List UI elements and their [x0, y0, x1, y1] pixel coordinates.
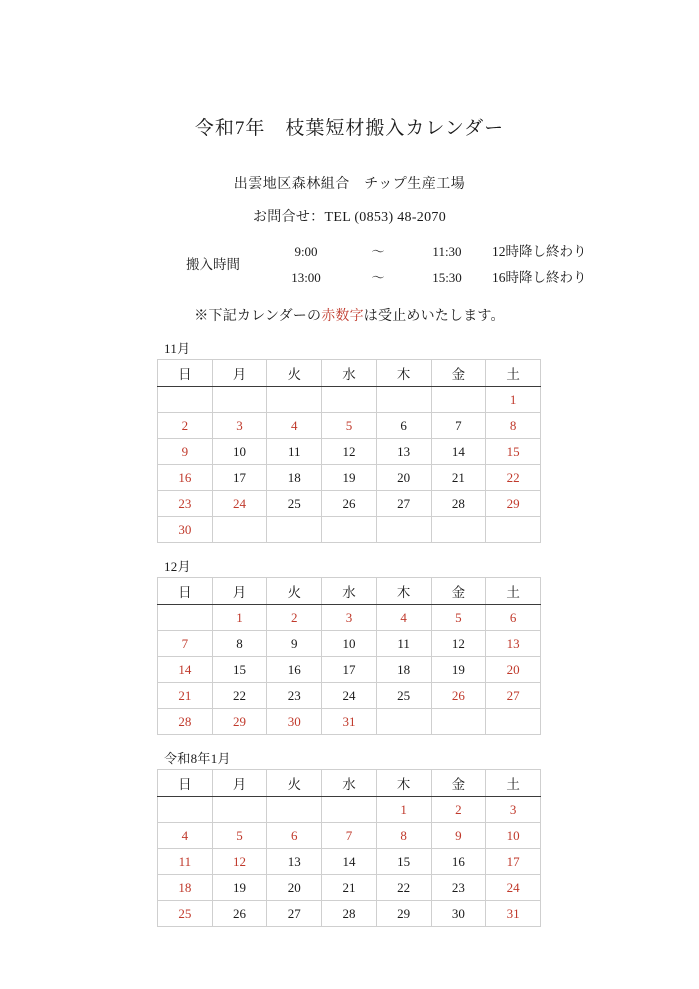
calendar-day-cell: 1: [212, 605, 267, 631]
calendar-empty-cell: [376, 387, 431, 413]
calendar-day-cell: 14: [158, 657, 213, 683]
calendar-day-cell: 22: [212, 683, 267, 709]
calendar-day-cell: 2: [267, 605, 322, 631]
calendar-day-cell: 23: [267, 683, 322, 709]
weekday-header-cell: 月: [212, 578, 267, 605]
weekday-header-cell: 木: [376, 360, 431, 387]
calendar-day-cell: 9: [158, 439, 213, 465]
calendar-week-row: [158, 491, 541, 517]
calendar-day-cell: 20: [376, 465, 431, 491]
calendar-day-cell: 30: [158, 517, 213, 543]
calendar-day-cell: 14: [322, 849, 377, 875]
calendar-day-cell: 30: [267, 709, 322, 735]
weekday-header-cell: 木: [376, 770, 431, 797]
calendar-day-cell: 31: [322, 709, 377, 735]
calendar-day-cell: 28: [431, 491, 486, 517]
calendar-day-cell: 7: [322, 823, 377, 849]
page-title: 令和7年 枝葉短材搬入カレンダー: [194, 118, 505, 139]
delivery-hours-row: [270, 266, 587, 286]
calendar-empty-cell: [322, 387, 377, 413]
calendar-week-row: [158, 605, 541, 631]
calendar-day-cell: 8: [212, 631, 267, 657]
calendar-day-cell: 12: [431, 631, 486, 657]
calendar-table: [157, 769, 541, 927]
hours-end-time: 11:30: [432, 244, 462, 259]
calendar-day-cell: 29: [212, 709, 267, 735]
calendar-block: [157, 748, 541, 927]
calendar-day-cell: 9: [431, 823, 486, 849]
calendar-day-cell: 21: [431, 465, 486, 491]
calendar-week-row: [158, 657, 541, 683]
calendar-empty-cell: [376, 517, 431, 543]
calendar-day-cell: 12: [212, 849, 267, 875]
hours-start-time: 13:00: [291, 270, 321, 285]
weekday-header-cell: 日: [158, 578, 213, 605]
calendar-day-cell: 25: [267, 491, 322, 517]
calendar-day-cell: 26: [431, 683, 486, 709]
calendar-empty-cell: [431, 709, 486, 735]
calendar-block: [157, 338, 541, 543]
calendar-empty-cell: [376, 709, 431, 735]
calendar-day-cell: 27: [486, 683, 541, 709]
calendar-day-cell: 18: [376, 657, 431, 683]
calendar-month-label: 12月: [164, 559, 191, 574]
calendar-day-cell: 4: [267, 413, 322, 439]
weekday-header-cell: 火: [267, 360, 322, 387]
weekday-header-cell: 日: [158, 770, 213, 797]
calendar-day-cell: 25: [158, 901, 213, 927]
calendar-week-row: [158, 875, 541, 901]
calendar-day-cell: 12: [322, 439, 377, 465]
calendar-empty-cell: [212, 387, 267, 413]
calendar-day-cell: 24: [212, 491, 267, 517]
weekday-header-cell: 金: [431, 360, 486, 387]
calendar-day-cell: 23: [431, 875, 486, 901]
hours-cutoff-note: 16時降し終わり: [492, 270, 587, 285]
calendar-day-cell: 15: [486, 439, 541, 465]
calendar-day-cell: 11: [376, 631, 431, 657]
calendar-table: [157, 359, 541, 543]
calendar-header-row: [158, 578, 541, 605]
weekday-header-cell: 水: [322, 770, 377, 797]
calendar-empty-cell: [267, 797, 322, 823]
hours-cutoff-note: 12時降し終わり: [492, 244, 587, 259]
calendar-empty-cell: [267, 387, 322, 413]
calendar-empty-cell: [158, 387, 213, 413]
calendar-day-cell: 5: [212, 823, 267, 849]
calendar-day-cell: 4: [158, 823, 213, 849]
calendar-day-cell: 26: [212, 901, 267, 927]
calendar-day-cell: 20: [267, 875, 322, 901]
calendar-day-cell: 29: [486, 491, 541, 517]
weekday-header-cell: 金: [431, 770, 486, 797]
calendar-empty-cell: [486, 709, 541, 735]
calendar-day-cell: 16: [267, 657, 322, 683]
calendar-month-label: 11月: [164, 341, 191, 356]
calendar-day-cell: 25: [376, 683, 431, 709]
calendar-day-cell: 18: [158, 875, 213, 901]
calendar-week-row: [158, 387, 541, 413]
calendar-day-cell: 21: [322, 875, 377, 901]
calendar-day-cell: 2: [158, 413, 213, 439]
hours-end-time: 15:30: [432, 270, 462, 285]
delivery-hours-rows: [270, 239, 587, 286]
calendar-day-cell: 24: [322, 683, 377, 709]
delivery-hours-row: [270, 240, 587, 260]
calendar-day-cell: 31: [486, 901, 541, 927]
calendar-day-cell: 8: [376, 823, 431, 849]
calendar-day-cell: 1: [486, 387, 541, 413]
calendar-day-cell: 20: [486, 657, 541, 683]
note-red-keyword: 赤数字: [321, 309, 364, 324]
calendar-day-cell: 9: [267, 631, 322, 657]
weekday-header-cell: 月: [212, 770, 267, 797]
calendar-day-cell: 1: [376, 797, 431, 823]
weekday-header-cell: 月: [212, 360, 267, 387]
calendar-day-cell: 27: [267, 901, 322, 927]
weekday-header-cell: 木: [376, 578, 431, 605]
calendar-week-row: [158, 683, 541, 709]
calendar-empty-cell: [431, 387, 486, 413]
calendar-day-cell: 17: [212, 465, 267, 491]
calendar-month-label: 令和8年1月: [164, 751, 231, 766]
calendar-day-cell: 10: [212, 439, 267, 465]
weekday-header-cell: 水: [322, 360, 377, 387]
calendar-day-cell: 14: [431, 439, 486, 465]
calendar-day-cell: 22: [486, 465, 541, 491]
calendar-day-cell: 10: [322, 631, 377, 657]
calendar-day-cell: 7: [431, 413, 486, 439]
calendar-empty-cell: [322, 517, 377, 543]
calendar-week-row: [158, 709, 541, 735]
calendar-day-cell: 11: [267, 439, 322, 465]
calendar-day-cell: 3: [212, 413, 267, 439]
calendar-block: [157, 556, 541, 735]
weekday-header-cell: 日: [158, 360, 213, 387]
calendar-empty-cell: [322, 797, 377, 823]
calendar-header-row: [158, 360, 541, 387]
calendar-day-cell: 17: [322, 657, 377, 683]
hours-range-tilde: 〜: [371, 270, 385, 285]
organization-name: 出雲地区森林組合 チップ生産工場: [233, 177, 466, 192]
calendar-day-cell: 4: [376, 605, 431, 631]
calendar-day-cell: 26: [322, 491, 377, 517]
calendar-empty-cell: [212, 517, 267, 543]
calendar-day-cell: 7: [158, 631, 213, 657]
calendar-day-cell: 18: [267, 465, 322, 491]
calendar-day-cell: 21: [158, 683, 213, 709]
calendar-empty-cell: [486, 517, 541, 543]
hours-range-tilde: 〜: [371, 244, 385, 259]
note-suffix-text: は受止めいたします。: [363, 309, 505, 324]
weekday-header-cell: 土: [486, 578, 541, 605]
calendar-day-cell: 19: [431, 657, 486, 683]
red-number-note: [0, 305, 699, 325]
calendar-day-cell: 29: [376, 901, 431, 927]
weekday-header-cell: 火: [267, 578, 322, 605]
delivery-hours-label: 搬入時間: [186, 256, 240, 272]
calendar-week-row: [158, 439, 541, 465]
calendar-day-cell: 6: [267, 823, 322, 849]
calendar-day-cell: 22: [376, 875, 431, 901]
calendar-empty-cell: [212, 797, 267, 823]
calendar-week-row: [158, 849, 541, 875]
calendar-header-row: [158, 770, 541, 797]
calendar-table: [157, 577, 541, 735]
calendar-empty-cell: [158, 605, 213, 631]
calendar-week-row: [158, 823, 541, 849]
calendar-week-row: [158, 413, 541, 439]
calendar-day-cell: 16: [158, 465, 213, 491]
calendar-day-cell: 2: [431, 797, 486, 823]
calendar-day-cell: 30: [431, 901, 486, 927]
calendar-week-row: [158, 465, 541, 491]
calendar-day-cell: 23: [158, 491, 213, 517]
calendar-day-cell: 28: [158, 709, 213, 735]
weekday-header-cell: 火: [267, 770, 322, 797]
weekday-header-cell: 水: [322, 578, 377, 605]
calendar-day-cell: 5: [431, 605, 486, 631]
calendars-container: [157, 338, 541, 927]
calendar-empty-cell: [431, 517, 486, 543]
calendar-empty-cell: [158, 797, 213, 823]
calendar-day-cell: 10: [486, 823, 541, 849]
calendar-day-cell: 19: [212, 875, 267, 901]
weekday-header-cell: 土: [486, 770, 541, 797]
calendar-day-cell: 3: [322, 605, 377, 631]
calendar-day-cell: 13: [376, 439, 431, 465]
calendar-week-row: [158, 901, 541, 927]
calendar-week-row: [158, 517, 541, 543]
calendar-day-cell: 3: [486, 797, 541, 823]
hours-start-time: 9:00: [294, 244, 318, 259]
calendar-day-cell: 28: [322, 901, 377, 927]
calendar-day-cell: 13: [267, 849, 322, 875]
note-prefix-text: ※下記カレンダーの: [194, 309, 322, 324]
calendar-day-cell: 24: [486, 875, 541, 901]
calendar-week-row: [158, 631, 541, 657]
delivery-hours-block: [0, 239, 699, 286]
calendar-day-cell: 6: [376, 413, 431, 439]
contact-telephone: お問合せ：TEL (0853) 48-2070: [252, 210, 447, 225]
calendar-day-cell: 13: [486, 631, 541, 657]
calendar-day-cell: 5: [322, 413, 377, 439]
calendar-day-cell: 27: [376, 491, 431, 517]
calendar-day-cell: 8: [486, 413, 541, 439]
weekday-header-cell: 土: [486, 360, 541, 387]
calendar-day-cell: 15: [376, 849, 431, 875]
calendar-empty-cell: [267, 517, 322, 543]
calendar-day-cell: 11: [158, 849, 213, 875]
calendar-day-cell: 6: [486, 605, 541, 631]
calendar-day-cell: 15: [212, 657, 267, 683]
weekday-header-cell: 金: [431, 578, 486, 605]
calendar-day-cell: 17: [486, 849, 541, 875]
calendar-day-cell: 19: [322, 465, 377, 491]
calendar-week-row: [158, 797, 541, 823]
calendar-day-cell: 16: [431, 849, 486, 875]
